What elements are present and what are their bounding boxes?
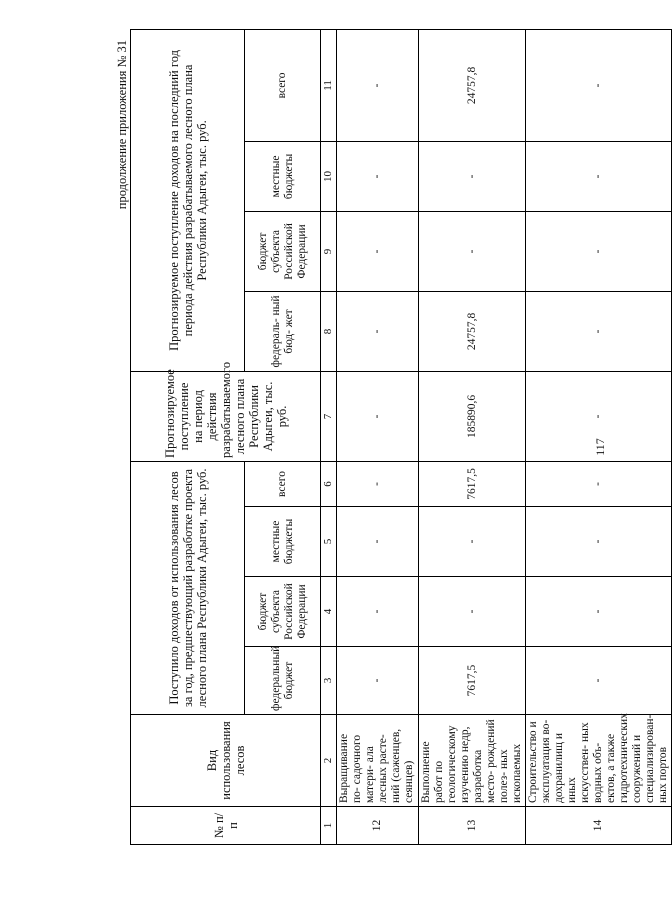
- appendix-caption: продолжение приложения № 31: [115, 40, 129, 210]
- value-local-projected: -: [419, 141, 526, 211]
- value-total-received: -: [526, 461, 672, 506]
- column-index: 4: [321, 577, 337, 647]
- header-group-received: Поступило доходов от использования лесов за год, предшествующий разработке проекта лесного плана Республики Адыгеи, тыс. руб.: [131, 461, 245, 714]
- value-federal-received: 7617,5: [419, 647, 526, 715]
- header-total-received: всего: [245, 461, 321, 506]
- column-index: 10: [321, 141, 337, 211]
- value-local-projected: -: [337, 141, 419, 211]
- value-federal-projected: -: [337, 291, 419, 371]
- column-index: 2: [321, 715, 337, 807]
- page-number: 117: [593, 438, 607, 456]
- column-index: 3: [321, 647, 337, 715]
- value-federal-projected: 24757,8: [419, 291, 526, 371]
- column-index: 6: [321, 461, 337, 506]
- value-total-projected: -: [337, 29, 419, 141]
- value-local-received: -: [526, 507, 672, 577]
- column-index: 8: [321, 291, 337, 371]
- value-local-projected: -: [526, 141, 672, 211]
- value-total-received: 7617,5: [419, 461, 526, 506]
- row-num: 13: [419, 807, 526, 845]
- header-subject-projected: бюджет субъекта Российской Федерации: [245, 211, 321, 291]
- table-row: [337, 29, 419, 844]
- header-local-projected: местные бюджеты: [245, 141, 321, 211]
- row-kind: Выращивание по- садочного матери- ала лесных расте- ний (саженцев, сеянцев): [337, 715, 419, 807]
- value-projected-total: 185890,6: [419, 371, 526, 461]
- value-federal-received: -: [526, 647, 672, 715]
- value-local-received: -: [337, 507, 419, 577]
- header-federal-projected: федераль- ный бюд- жет: [245, 291, 321, 371]
- row-kind: Выполнение работ по геологическому изучению недр, разработка место- рождений полез- ных ископаемых: [419, 715, 526, 807]
- row-num: 14: [526, 807, 672, 845]
- header-group-projected-last: Прогнозируемое поступление доходов на последний год периода действия разрабатываемого лесного плана Республики Адыгеи, тыс. руб.: [131, 29, 245, 371]
- value-subject-received: -: [337, 577, 419, 647]
- value-federal-projected: -: [526, 291, 672, 371]
- value-subject-projected: -: [337, 211, 419, 291]
- value-subject-projected: -: [419, 211, 526, 291]
- revenue-table: [130, 29, 672, 845]
- column-index: 7: [321, 371, 337, 461]
- value-subject-projected: -: [526, 211, 672, 291]
- header-projected-total: Прогнозируемое поступление на период действия разрабатываемого лесного плана Республики Адыгеи, тыс. руб.: [131, 371, 321, 461]
- value-total-projected: 24757,8: [419, 29, 526, 141]
- column-index: 9: [321, 211, 337, 291]
- header-subject-received: бюджет субъекта Российской Федерации: [245, 577, 321, 647]
- header-row-1: [131, 29, 245, 844]
- value-federal-received: -: [337, 647, 419, 715]
- column-index: 5: [321, 507, 337, 577]
- value-local-received: -: [419, 507, 526, 577]
- column-index: 11: [321, 29, 337, 141]
- row-num: 12: [337, 807, 419, 845]
- column-index-row: [321, 29, 337, 844]
- value-projected-total: -: [337, 371, 419, 461]
- value-total-projected: -: [526, 29, 672, 141]
- value-total-received: -: [337, 461, 419, 506]
- header-total-projected: всего: [245, 29, 321, 141]
- value-subject-received: -: [526, 577, 672, 647]
- header-local-received: местные бюджеты: [245, 507, 321, 577]
- header-num: № п/п: [131, 807, 321, 845]
- header-federal-received: федеральный бюджет: [245, 647, 321, 715]
- table-row: [419, 29, 526, 844]
- header-kind: Вид использования лесов: [131, 715, 321, 807]
- row-kind: Строительство и эксплуатация во- дохранилищ и иных искусствен- ных водных объ- ектов, а также гидротехнических сооружений и специализирован- ных портов: [526, 715, 672, 807]
- column-index: 1: [321, 807, 337, 845]
- value-subject-received: -: [419, 577, 526, 647]
- value-projected-total: -: [526, 371, 672, 461]
